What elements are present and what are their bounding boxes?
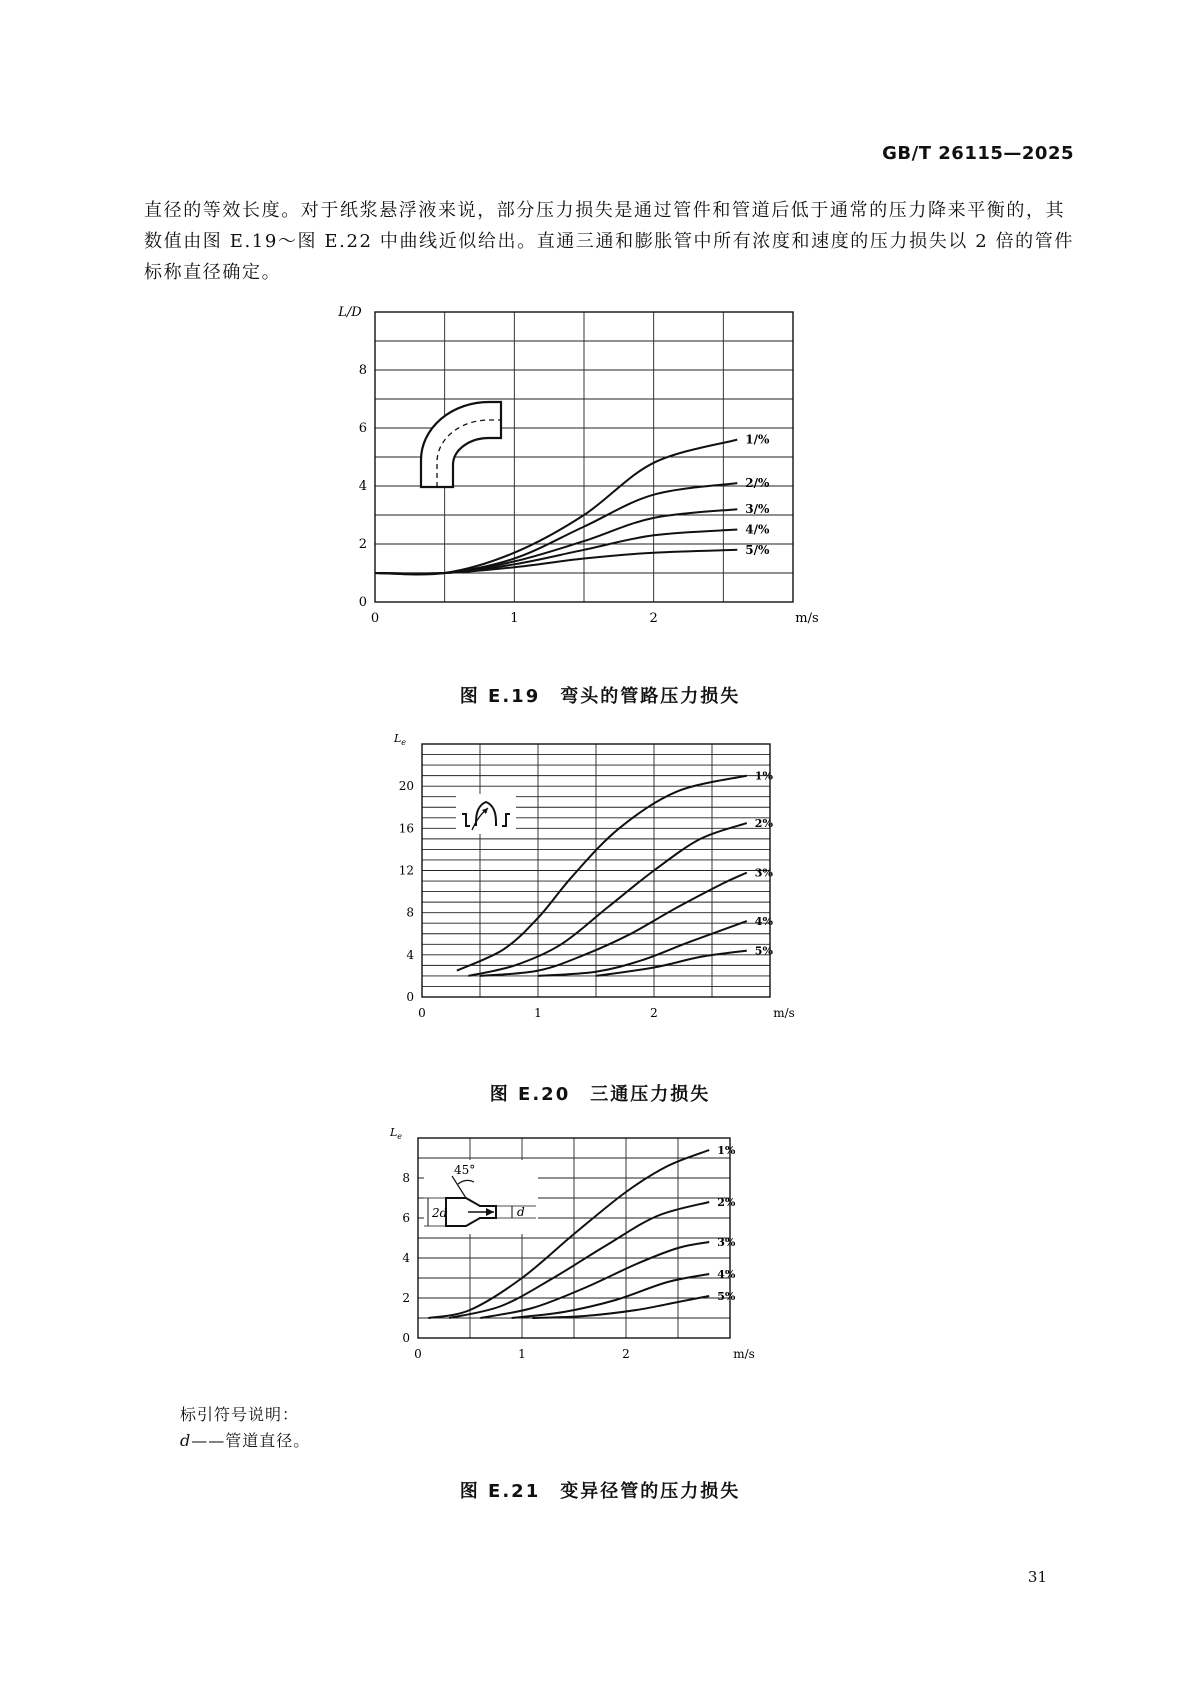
series-label: 1/% (745, 432, 770, 447)
series-line-3pct (375, 509, 737, 574)
y-tick-label: 20 (398, 779, 414, 794)
y-tick-label: 8 (406, 905, 414, 920)
reducer-diagram-background (424, 1160, 538, 1234)
y-tick-label: 0 (402, 1331, 410, 1345)
y-tick-label: 6 (402, 1211, 410, 1225)
y-axis-label: $L_e$ (393, 732, 407, 747)
x-axis-label: m/s (795, 611, 819, 626)
large-diameter-label: 2d (432, 1206, 448, 1220)
y-tick-label: 12 (398, 863, 414, 878)
y-tick-label: 4 (406, 947, 414, 962)
x-tick-label: 1 (518, 1347, 526, 1361)
x-axis-label: m/s (733, 1347, 755, 1361)
small-diameter-label: d (517, 1205, 525, 1219)
y-tick-label: 0 (358, 595, 367, 610)
y-tick-label: 2 (358, 537, 367, 552)
series-line-2pct (375, 483, 737, 574)
series-line-5pct (375, 550, 737, 574)
chart-e20 (390, 728, 830, 1058)
y-tick-label: 6 (358, 421, 367, 436)
series-label: 2% (754, 817, 773, 831)
legend-title: 标引符号说明： (180, 1405, 300, 1424)
legend-symbol: d (180, 1431, 192, 1450)
x-tick-label: 0 (414, 1347, 422, 1361)
y-tick-label: 8 (402, 1171, 410, 1185)
series-line-3pct (480, 873, 747, 976)
standard-number: GB/T 26115—2025 (882, 143, 1074, 164)
y-tick-label: 2 (402, 1291, 410, 1305)
y-tick-label: 0 (406, 990, 414, 1004)
series-label: 5% (754, 944, 773, 958)
series-label: 1% (754, 769, 773, 783)
y-tick-label: 16 (398, 821, 414, 836)
series-label: 5/% (745, 542, 770, 557)
series-label: 2/% (745, 476, 770, 491)
x-tick-label: 1 (534, 1006, 542, 1020)
series-line-4pct (538, 921, 747, 976)
y-axis-label: $L_e$ (389, 1126, 403, 1141)
figure-caption-e21: 图 E.21 变异径管的压力损失 (459, 1481, 741, 1502)
x-tick-label: 2 (622, 1347, 630, 1361)
series-line-2pct (468, 823, 746, 976)
chart-e21 (390, 1122, 810, 1372)
legend-entry (180, 1428, 310, 1451)
figure-caption-e20: 图 E.20 三通压力损失 (489, 1084, 711, 1105)
reducer-angle-label: 45° (454, 1163, 476, 1177)
x-tick-label: 2 (650, 1006, 658, 1020)
figure-caption-e19: 图 E.19 弯头的管路压力损失 (459, 686, 741, 707)
y-axis-label: L/D (338, 305, 362, 320)
page-number: 31 (1027, 1568, 1047, 1586)
body-paragraph: 直径的等效长度。对于纸浆悬浮液来说，部分压力损失是通过管件和管道后低于通常的压力降来平衡的，其数值由图 E.19～图 E.22 中曲线近似给出。直通三通和膨胀管中所有浓度和速度的压力损失以 2 倍的管件标称直径确定。 (144, 200, 1074, 283)
x-axis-label: m/s (773, 1006, 795, 1020)
series-label: 3/% (745, 502, 770, 517)
series-label: 2% (717, 1196, 736, 1209)
chart-e19 (300, 300, 860, 660)
elbow-fitting-diagram (421, 402, 501, 487)
y-tick-label: 4 (358, 479, 367, 494)
x-tick-label: 2 (649, 611, 658, 626)
x-tick-label: 0 (370, 611, 380, 626)
series-line-4pct (512, 1274, 710, 1318)
series-label: 4% (717, 1268, 736, 1281)
series-label: 5% (717, 1290, 736, 1303)
legend-text: ——管道直径。 (191, 1431, 311, 1450)
series-label: 3% (754, 866, 773, 880)
x-tick-label: 1 (510, 611, 519, 626)
y-tick-label: 4 (402, 1251, 410, 1265)
series-label: 3% (717, 1236, 736, 1249)
series-label: 4% (754, 915, 773, 929)
x-tick-label: 0 (418, 1006, 426, 1020)
y-tick-label: 8 (358, 363, 367, 378)
series-label: 1% (717, 1144, 736, 1157)
series-label: 4/% (745, 522, 770, 537)
